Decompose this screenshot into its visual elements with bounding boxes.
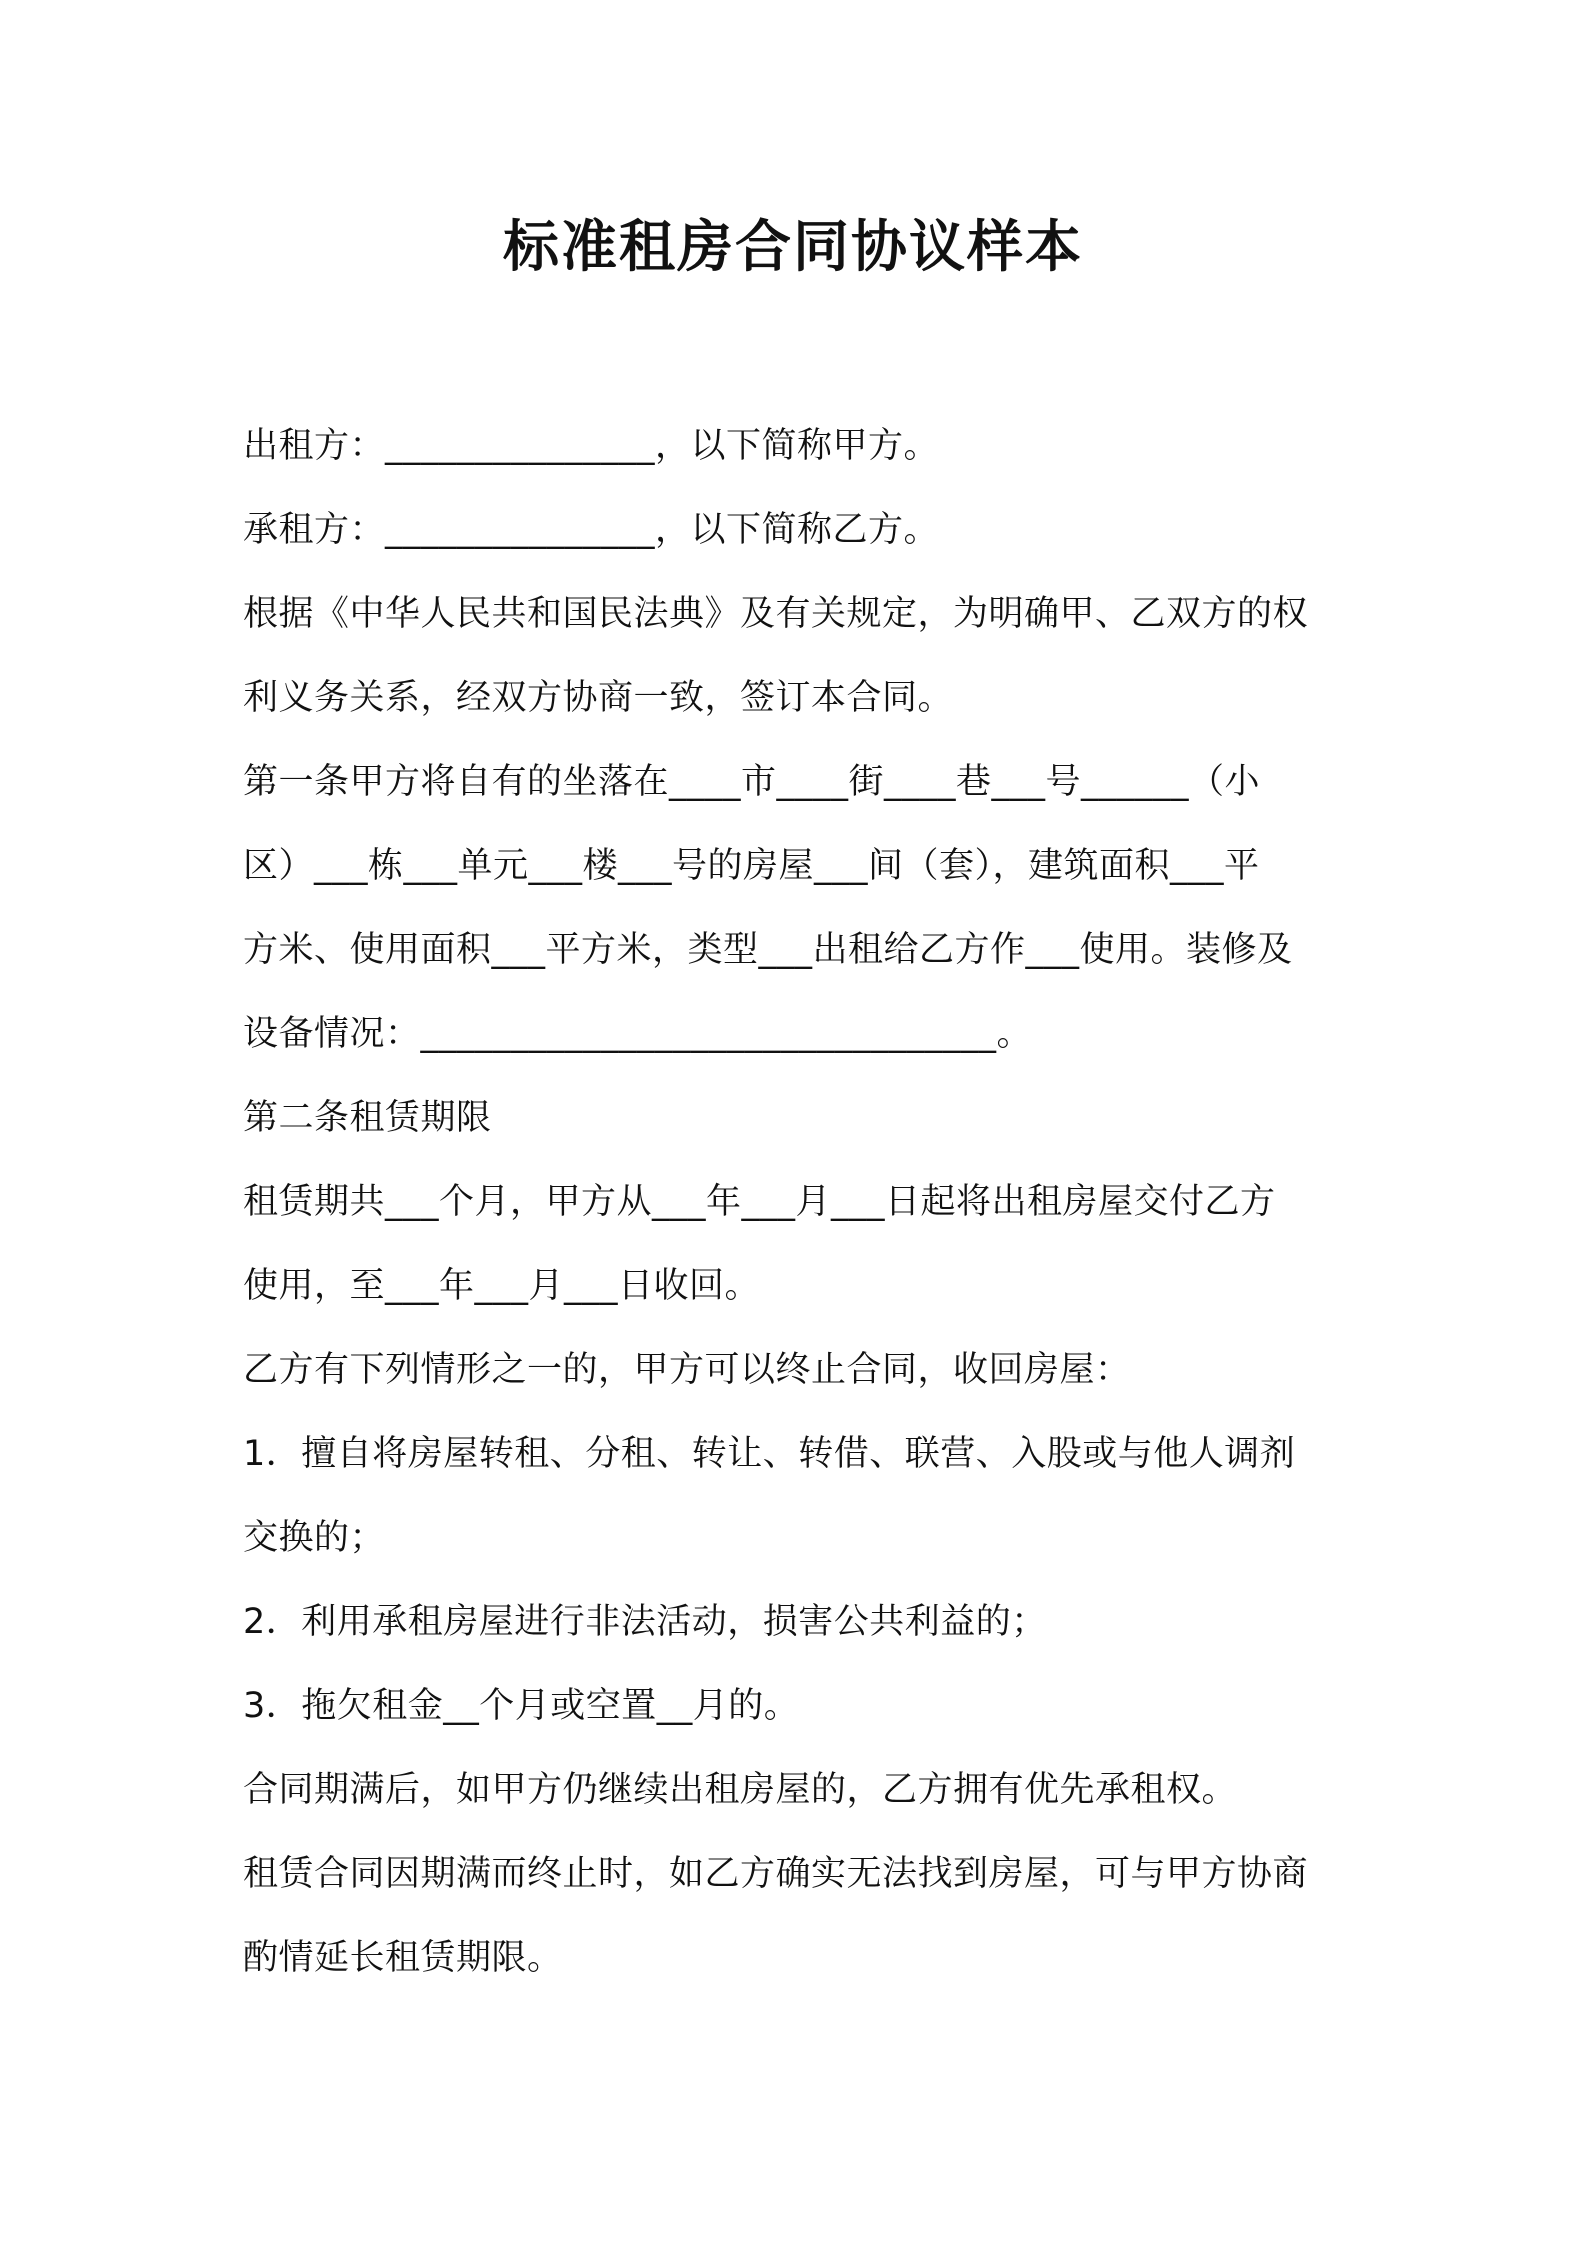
extension-line-2: 酌情延长租赁期限。 [243,1938,563,1978]
renewal-priority-line: 合同期满后，如甲方仍继续出租房屋的，乙方拥有优先承租权。 [243,1770,1238,1810]
preamble-line-1: 根据《中华人民共和国民法典》及有关规定，为明确甲、乙双方的权 [243,594,1309,634]
termination-item-2: 2．利用承租房屋进行非法活动，损害公共利益的； [243,1602,1047,1642]
extension-line-1: 租赁合同因期满而终止时，如乙方确实无法找到房屋，可与甲方协商 [243,1854,1309,1894]
article-1-line-3: 方米、使用面积___平方米，类型___出租给乙方作___使用。装修及 [243,930,1293,970]
article-1-line-1: 第一条甲方将自有的坐落在____市____街____巷___号______（小 [243,762,1261,802]
document-body [243,404,1363,2000]
termination-intro: 乙方有下列情形之一的，甲方可以终止合同，收回房屋： [243,1350,1131,1390]
termination-item-1-line-2: 交换的； [243,1518,386,1558]
article-1-line-2: 区）___栋___单元___楼___号的房屋___间（套），建筑面积___平 [243,846,1260,886]
article-1-line-4: 设备情况：________________________________。 [243,1014,1033,1054]
lease-term-line-2: 使用，至___年___月___日收回。 [243,1266,761,1306]
termination-item-1-line-1: 1．擅自将房屋转租、分租、转让、转借、联营、入股或与他人调剂 [243,1434,1296,1474]
article-2-heading: 第二条租赁期限 [243,1098,492,1138]
document-title: 标准租房合同协议样本 [503,215,1083,280]
termination-item-3: 3．拖欠租金__个月或空置__月的。 [243,1686,800,1726]
lessee-line: 承租方：_______________，以下简称乙方。 [243,510,940,550]
preamble-line-2: 利义务关系，经双方协商一致，签订本合同。 [243,678,954,718]
lessor-line: 出租方：_______________，以下简称甲方。 [243,426,940,466]
lease-term-line-1: 租赁期共___个月，甲方从___年___月___日起将出租房屋交付乙方 [243,1182,1276,1222]
